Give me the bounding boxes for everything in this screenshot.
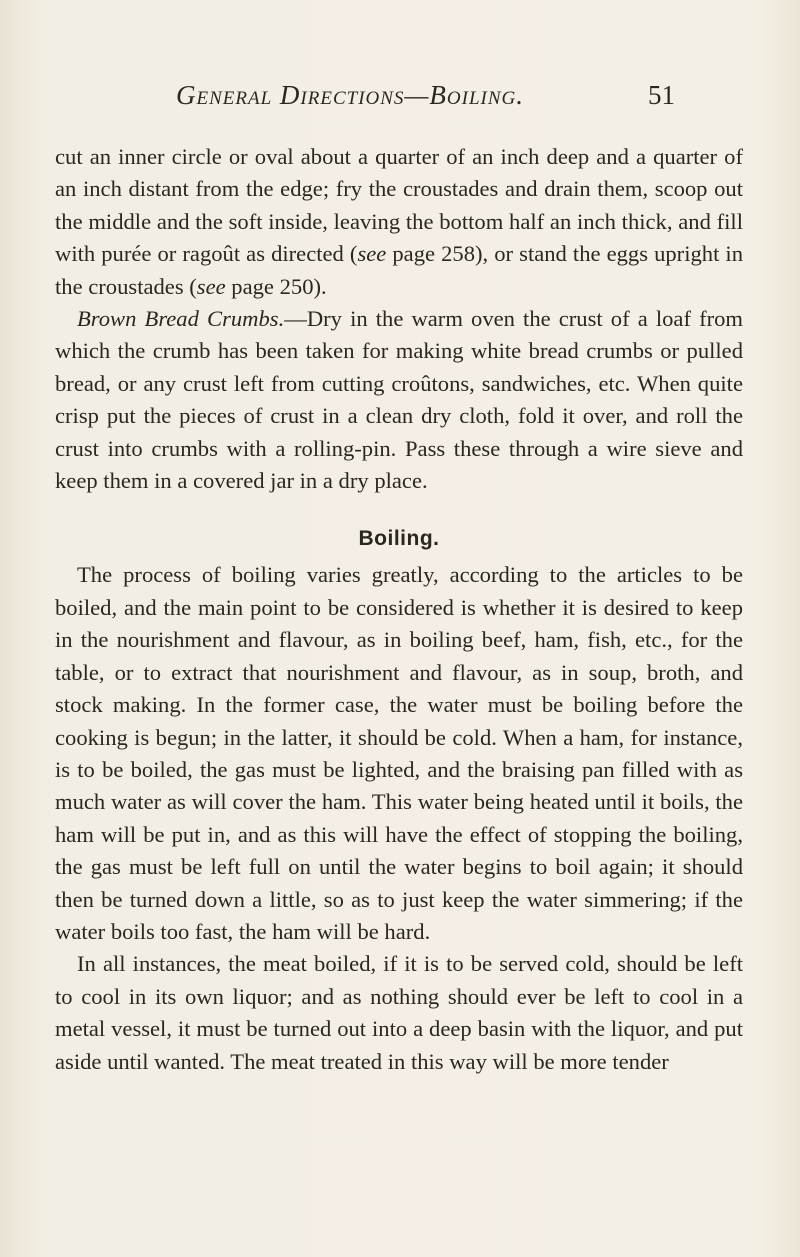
paragraph-croustades: [55, 141, 743, 303]
running-header: [176, 80, 646, 120]
text-run-italic: see: [196, 273, 226, 299]
text-run: —Dry in the warm oven the crust of a loaf from which the crumb has been taken for making white bread crumbs or pulled bread, or any crust left from cutting croûtons, sandwiches, etc. When quite crisp put the pieces of crust in a clean dry cloth, fold it over, and roll the crust into crumbs with a rolling-pin. Pass these through a wire sieve and keep them in a covered jar in a dry place.: [55, 306, 743, 494]
paragraph-run-in-title: Brown Bread Crumbs.: [77, 306, 285, 332]
page-number: 51: [648, 80, 675, 110]
paragraph-cooling-meat: In all instances, the meat boiled, if it is to be served cold, should be left to cool in its own liquor; and as nothing should ever be left to cool in a metal vessel, it must be turned out into a deep basin with the liquor, and put aside until wanted. The meat treated in this way will be more tender: [55, 951, 743, 1074]
running-title: General Directions—Boiling.: [176, 80, 524, 110]
body-text: [55, 141, 743, 1078]
section-heading-boiling: Boiling.: [358, 527, 440, 551]
text-run-italic: see: [357, 241, 387, 267]
paragraph-brown-bread-crumbs: [55, 303, 743, 497]
paragraph-boiling-process: The process of boiling varies greatly, according to the articles to be boiled, and the main point to be considered is whether it is desired to keep in the nourishment and flavour, as in boiling beef, ham, fish, etc., for the table, or to extract that nourishment and flavour, as in soup, broth, and stock making. In the former case, the water must be boiling before the cooking is begun; in the latter, it should be cold. When a ham, for instance, is to be boiled, the gas must be lighted, and the braising pan filled with as much water as will cover the ham. This water being heated until it boils, the ham will be put in, and as this will have the effect of stopping the boiling, the gas must be left full on until the water begins to boil again; it should then be turned down a little, so as to just keep the water simmering; if the water boils too fast, the ham will be hard.: [55, 562, 743, 944]
text-run: cut an inner circle or oval about a quarter of an inch deep and a quarter of an inch distant from the edge; fry the croustades and drain them, scoop out the middle and the soft inside, leaving the bottom half an inch thick, and fill with purée or ragoût as directed (: [55, 144, 743, 267]
text-run: page 258), or stand the eggs upright in the croustades (: [55, 241, 744, 299]
text-run: page 250).: [225, 273, 327, 299]
